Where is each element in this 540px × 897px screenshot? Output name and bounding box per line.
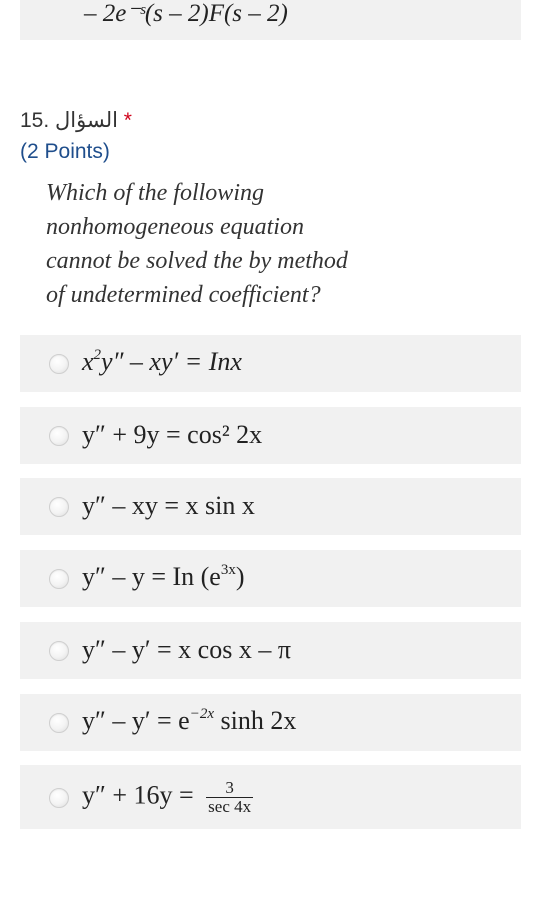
option-equation: y″ – y′ = x cos x – π [82, 635, 291, 664]
radio-button[interactable] [49, 569, 69, 589]
answer-option-4[interactable] [20, 550, 521, 607]
radio-button[interactable] [49, 497, 69, 517]
option-equation: y″ – y = In $(e^{3x})$ [82, 562, 245, 591]
question-number-label: 15. السؤال [20, 109, 118, 132]
required-marker: * [123, 109, 132, 132]
answer-option-5[interactable] [20, 622, 521, 679]
previous-answer-option[interactable] [20, 0, 521, 40]
fraction: $\frac{3}{\sec 4x}$ [208, 778, 252, 816]
question-text-line-2: nonhomogeneous equation [46, 214, 304, 240]
question-text-line-1: Which of the following [46, 180, 264, 206]
previous-answer-text: – 2e⁻ˢ(s – 2)F(s – 2) [84, 0, 288, 27]
option-equation: $y'' - y' = e^{-2x}$ sinh 2x [82, 706, 297, 735]
radio-button[interactable] [49, 713, 69, 733]
answer-option-2[interactable] [20, 407, 521, 464]
option-equation: y″ + 16y = $\frac{3}{\sec 4x}$ [82, 778, 252, 816]
answer-option-6[interactable] [20, 694, 521, 751]
question-points: (2 Points) [20, 140, 110, 163]
option-equation: y″ – xy = x sin x [82, 491, 255, 520]
radio-button[interactable] [49, 788, 69, 808]
answer-option-1[interactable] [20, 335, 521, 392]
answer-option-3[interactable] [20, 478, 521, 535]
option-equation: y″ + 9y = cos² 2x [82, 420, 263, 449]
question-text-line-3: cannot be solved the by method [46, 248, 348, 274]
radio-button[interactable] [49, 426, 69, 446]
radio-button[interactable] [49, 354, 69, 374]
answer-option-7[interactable] [20, 765, 521, 829]
option-equation: $x^2y'' - xy'$ = Inx [82, 347, 242, 376]
radio-button[interactable] [49, 641, 69, 661]
question-number [20, 108, 132, 133]
question-text-line-4: of undetermined coefficient? [46, 282, 321, 308]
